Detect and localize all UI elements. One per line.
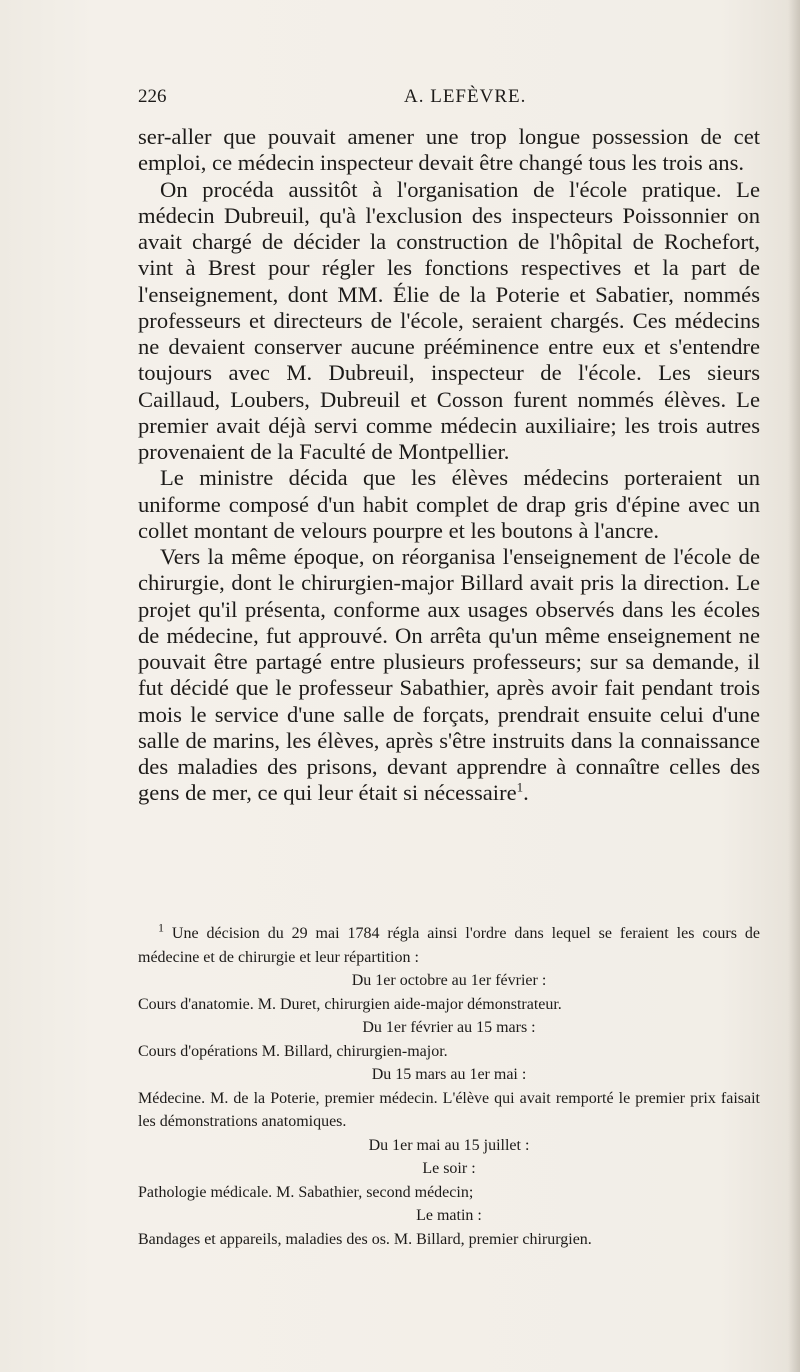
running-header	[138, 86, 760, 114]
footnote-mark: 1	[158, 920, 164, 935]
schedule-heading-6: Le matin :	[416, 1207, 482, 1224]
page-number: 226	[138, 86, 167, 107]
schedule-line-6: Bandages et appareils, maladies des os. M. Billard, premier chirurgien.	[138, 1230, 592, 1248]
body-text	[138, 124, 760, 807]
paragraph-3: Le ministre décida que les élèves médecins porteraient un uniforme composé d'un habit complet de drap gris d'épine avec un collet montant de velours pourpre et les boutons à l'ancre.	[138, 465, 760, 543]
schedule-heading-5: Le soir :	[422, 1160, 476, 1177]
footnotes	[138, 922, 760, 1251]
schedule-line-5: Pathologie médicale. M. Sabathier, second médecin;	[138, 1183, 474, 1201]
paragraph-4-text: Vers la même époque, on réorganisa l'enseignement de l'école de chirurgie, dont le chirurgien-major Billard avait pris la direction. Le projet qu'il présenta, conforme aux usages observés dans les écoles de médecine, fut approuvé. On arrêta qu'un même enseignement ne pouvait être partagé entre plusieurs professeurs; sur sa demande, il fut décidé que le professeur Sabathier, après avoir fait pendant trois mois le service d'une salle de forçats, prendrait ensuite celui d'une salle de marins, les élèves, après s'être instruits dans la connaissance des maladies des prisons, devant apprendre à connaître celles des gens de mer, ce qui leur était si nécessaire	[138, 544, 760, 806]
schedule-heading-2: Du 1er février au 15 mars :	[362, 1019, 536, 1036]
schedule-line-1: Cours d'anatomie. M. Duret, chirurgien aide-major démonstrateur.	[138, 995, 562, 1013]
paragraph-4	[138, 544, 760, 807]
paragraph-4-end: .	[523, 780, 529, 806]
schedule-heading-3: Du 15 mars au 1er mai :	[371, 1066, 527, 1083]
schedule-heading-1: Du 1er octobre au 1er février :	[351, 972, 547, 989]
footnote-reference: 1	[516, 779, 524, 795]
paragraph-2: On procéda aussitôt à l'organisation de l'école pratique. Le médecin Dubreuil, qu'à l'exclusion des inspecteurs Poissonnier on avait chargé de décider la construction de l'hôpital de Rochefort, vint à Brest pour régler les fonctions respectives et la part de l'enseignement, dont MM. Élie de la Poterie et Sabatier, nommés professeurs et directeurs de l'école, seraient chargés. Ces médecins ne devaient conserver aucune prééminence entre eux et s'entendre toujours avec M. Dubreuil, inspecteur de l'école. Les sieurs Caillaud, Loubers, Dubreuil et Cosson furent nommés élèves. Le premier avait déjà servi comme médecin auxiliaire; les trois autres provenaient de la Faculté de Montpellier.	[138, 176, 760, 464]
footnote-intro-text: Une décision du 29 mai 1784 régla ainsi l'ordre dans lequel se feraient les cours de médecine et de chirurgie et leur répartition :	[138, 925, 761, 966]
schedule-line-2: Cours d'opérations M. Billard, chirurgien-major.	[138, 1042, 448, 1060]
paragraph-1: ser-aller que pouvait amener une trop longue possession de cet emploi, ce médecin inspecteur devait être changé tous les trois ans.	[138, 124, 760, 176]
schedule-heading-4: Du 1er mai au 15 juillet :	[368, 1136, 530, 1154]
schedule-line-3: Médecine. M. de la Poterie, premier médecin. L'élève qui avait remporté le premier prix faisait les démonstrations anatomiques.	[138, 1089, 760, 1130]
page-edge-shadow	[788, 0, 800, 1372]
footnote-intro	[138, 922, 760, 969]
running-head-author: A. LEFÈVRE.	[404, 86, 527, 107]
